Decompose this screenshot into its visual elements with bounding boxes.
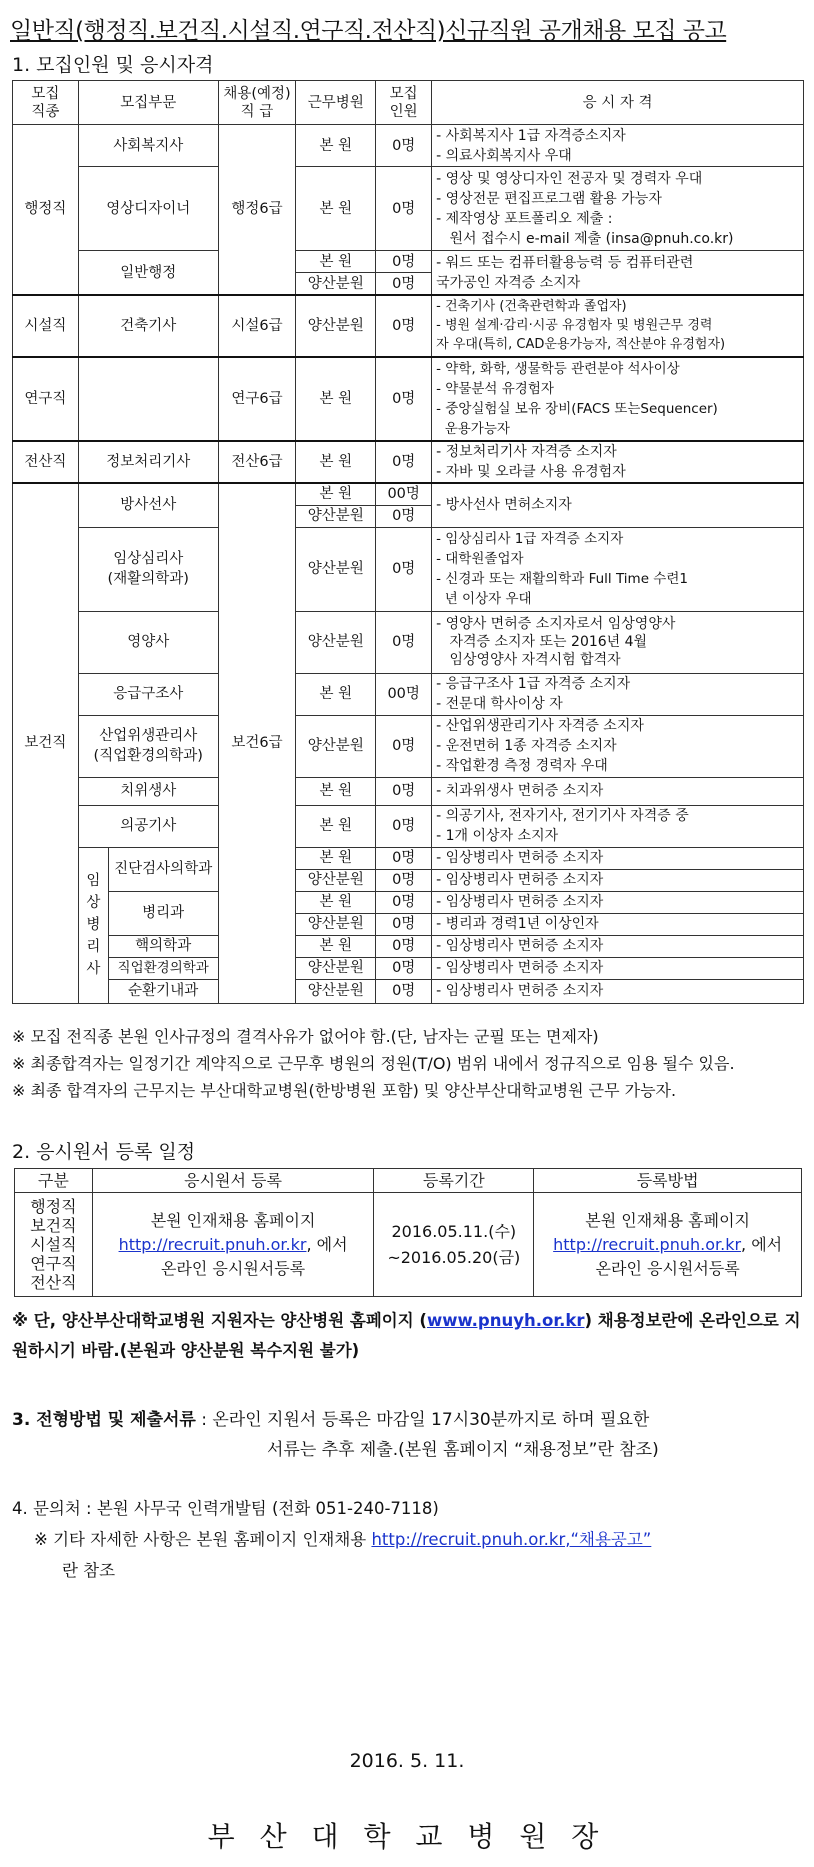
header-method: 등록방법 (534, 1169, 802, 1193)
job-type-cell: 행정직 (13, 125, 79, 295)
hospital-cell: 본 원 (296, 777, 376, 805)
grade-cell: 전산6급 (218, 441, 296, 483)
dept-cell: 영상디자이너 (78, 167, 218, 251)
category-cell: 행정직 보건직 시설직 연구직 전산직 (15, 1193, 93, 1297)
job-type-cell: 전산직 (13, 441, 79, 483)
hospital-cell: 본 원 (296, 251, 376, 273)
header-qualification: 응 시 자 격 (432, 81, 804, 125)
header-hospital: 근무병원 (296, 81, 376, 125)
table-header (15, 1169, 802, 1193)
method-cell: 본원 인재채용 홈페이지 http://recruit.pnuh.or.kr, 에서 온라인 응시원서등록 (534, 1193, 802, 1297)
recruit-notice-link[interactable]: http://recruit.pnuh.or.kr,“채용공고” (371, 1530, 652, 1549)
job-type-cell: 보건직 (13, 483, 79, 1004)
qualification-cell: - 임상병리사 면허증 소지자 (432, 891, 804, 913)
table-row (13, 805, 804, 847)
count-cell: 0명 (376, 979, 432, 1003)
count-cell: 00명 (376, 483, 432, 506)
recruit-link[interactable]: http://recruit.pnuh.or.kr (553, 1234, 742, 1254)
hospital-cell: 본 원 (296, 483, 376, 506)
dept-cell: 병리과 (108, 891, 218, 935)
hospital-cell: 양산분원 (296, 295, 376, 357)
header-category: 구분 (15, 1169, 93, 1193)
header-dept: 모집부문 (78, 81, 218, 125)
count-cell: 0명 (376, 847, 432, 869)
hospital-cell: 양산분원 (296, 869, 376, 891)
registration-table (14, 1168, 802, 1297)
dept-cell: 응급구조사 (78, 673, 218, 715)
dept-cell: 직업환경의학과 (108, 957, 218, 979)
count-cell: 0명 (376, 805, 432, 847)
note-line: ※ 모집 전직종 본원 인사규정의 결격사유가 없어야 함.(단, 남자는 군필 또는 면제자) (12, 1027, 599, 1046)
yangsan-notice: ※ 단, 양산부산대학교병원 지원자는 양산병원 홈페이지 (www.pnuyh.or.kr) 채용정보란에 온라인으로 지원하시기 바람.(본원과 양산분원 복수지원 불가) (12, 1311, 801, 1360)
dept-cell: 산업위생관리사 (직업환경의학과) (78, 715, 218, 777)
recruit-link[interactable]: http://recruit.pnuh.or.kr (118, 1234, 307, 1254)
count-cell: 0명 (376, 505, 432, 527)
dept-cell: 영양사 (78, 611, 218, 673)
table-header (13, 81, 804, 125)
grade-cell: 시설6급 (218, 295, 296, 357)
count-cell: 00명 (376, 673, 432, 715)
count-cell: 0명 (376, 715, 432, 777)
count-cell: 0명 (376, 527, 432, 611)
dept-cell: 임상심리사 (재활의학과) (78, 527, 218, 611)
qualification-cell: - 영상 및 영상디자인 전공자 및 경력자 우대 - 영상전문 편집프로그램 활용 가능자 - 제작영상 포트폴리오 제출 : 원서 접수시 e-mail 제출 (insa@pnuh.co.kr) (432, 167, 804, 251)
hospital-cell: 본 원 (296, 167, 376, 251)
application-cell: 본원 인재채용 홈페이지 http://recruit.pnuh.or.kr, 에서 온라인 응시원서등록 (92, 1193, 374, 1297)
dept-cell: 핵의학과 (108, 935, 218, 957)
qualification-cell: - 사회복지사 1급 자격증소지자 - 의료사회복지사 우대 (432, 125, 804, 167)
qualification-cell: - 임상병리사 면허증 소지자 (432, 979, 804, 1003)
count-cell: 0명 (376, 441, 432, 483)
table-row (13, 167, 804, 251)
count-cell: 0명 (376, 295, 432, 357)
count-cell: 0명 (376, 913, 432, 935)
table-row (13, 527, 804, 611)
contact-line: 4. 문의처 : 본원 사무국 인력개발팀 (전화 051-240-7118) (12, 1499, 439, 1518)
section-3: 3. 전형방법 및 제출서류 : 온라인 지원서 등록은 마감일 17시30분까지로 하며 필요한 서류는 추후 제출.(본원 홈페이지 “채용정보”란 참조) (12, 1410, 659, 1460)
table-row (13, 611, 804, 673)
section-3-heading: 3. 전형방법 및 제출서류 (12, 1410, 196, 1430)
header-grade: 채용(예정) 직 급 (218, 81, 296, 125)
hospital-cell: 본 원 (296, 891, 376, 913)
dept-cell: 일반행정 (78, 251, 218, 295)
table-row (13, 357, 804, 441)
qualification-cell: - 약학, 화학, 생물학등 관련분야 석사이상 - 약물분석 유경험자 - 중앙실험실 보유 장비(FACS 또는Sequencer) 운용가능자 (432, 357, 804, 441)
hospital-cell: 본 원 (296, 935, 376, 957)
hospital-cell: 본 원 (296, 673, 376, 715)
hospital-cell: 본 원 (296, 441, 376, 483)
table-row (13, 891, 804, 913)
grade-cell: 연구6급 (218, 357, 296, 441)
note-line: ※ 최종합격자는 일정기간 계약직으로 근무후 병원의 정원(T/O) 범위 내에서 정규직으로 임용 될수 있음. (12, 1054, 735, 1073)
hospital-cell: 양산분원 (296, 979, 376, 1003)
qualification-cell: - 산업위생관리기사 자격증 소지자 - 운전면허 1종 자격증 소지자 - 작업환경 측정 경력자 우대 (432, 715, 804, 777)
table-row (13, 483, 804, 506)
qualification-cell: - 워드 또는 컴퓨터활용능력 등 컴퓨터관련 국가공인 자격증 소지자 (432, 251, 804, 295)
dept-cell: 순환기내과 (108, 979, 218, 1003)
hospital-cell: 양산분원 (296, 527, 376, 611)
table-row (13, 935, 804, 957)
dept-cell: 사회복지사 (78, 125, 218, 167)
table-row (13, 673, 804, 715)
hospital-cell: 본 원 (296, 805, 376, 847)
table-row (13, 441, 804, 483)
hospital-cell: 본 원 (296, 847, 376, 869)
table-row (13, 979, 804, 1003)
header-job-type: 모집 직종 (13, 81, 79, 125)
grade-cell: 보건6급 (218, 483, 296, 1004)
qualification-cell: - 의공기사, 전자기사, 전기기사 자격증 중 - 1개 이상자 소지자 (432, 805, 804, 847)
qualification-cell: - 치과위생사 면허증 소지자 (432, 777, 804, 805)
date: 2016. 5. 11. (349, 1750, 465, 1772)
positions-table (12, 80, 804, 1004)
hospital-cell: 양산분원 (296, 715, 376, 777)
header-count: 모집 인원 (376, 81, 432, 125)
hospital-cell: 양산분원 (296, 957, 376, 979)
qualification-cell: - 임상병리사 면허증 소지자 (432, 957, 804, 979)
section-4: 4. 문의처 : 본원 사무국 인력개발팀 (전화 051-240-7118) ※ 기타 자세한 사항은 본원 홈페이지 인재채용 http://recruit.pnuh.or.kr,“채용공고” 란 참조 (12, 1493, 802, 1586)
dept-cell: 의공기사 (78, 805, 218, 847)
qualification-cell: - 응급구조사 1급 자격증 소지자 - 전문대 학사이상 자 (432, 673, 804, 715)
qualification-cell: - 병리과 경력1년 이상인자 (432, 913, 804, 935)
note-line: ※ 최종 합격자의 근무지는 부산대학교병원(한방병원 포함) 및 양산부산대학교병원 근무 가능자. (12, 1081, 677, 1100)
signature: 부 산 대 학 교 병 원 장 (207, 1820, 607, 1853)
table-row (15, 1193, 802, 1297)
section-1-heading: 1. 모집인원 및 응시자격 (12, 54, 214, 76)
count-cell: 0명 (376, 251, 432, 273)
count-cell: 0명 (376, 777, 432, 805)
count-cell: 0명 (376, 167, 432, 251)
qualification-cell: - 임상병리사 면허증 소지자 (432, 847, 804, 869)
table-row (13, 847, 804, 869)
page-title: 일반직(행정직.보건직.시설직.연구직.전산직)신규직원 공개채용 모집 공고 (10, 18, 727, 44)
count-cell: 0명 (376, 891, 432, 913)
table-row (13, 125, 804, 167)
qualification-cell: - 임상병리사 면허증 소지자 (432, 935, 804, 957)
qualification-cell: - 정보처리기사 자격증 소지자 - 자바 및 오라클 사용 유경험자 (432, 441, 804, 483)
count-cell: 0명 (376, 611, 432, 673)
count-cell: 0명 (376, 357, 432, 441)
qualification-cell: - 영양사 면허증 소지자로서 임상영양사 자격증 소지자 또는 2016년 4월 임상영양사 자격시험 합격자 (432, 611, 804, 673)
qualification-cell: - 건축기사 (건축관련학과 졸업자) - 병원 설계·감리·시공 유경험자 및 병원근무 경력 자 우대(특히, CAD운용가능자, 적산분야 유경험자) (432, 295, 804, 357)
dept-cell (78, 357, 218, 441)
section-2-heading: 2. 응시원서 등록 일정 (12, 1141, 196, 1163)
dept-cell: 정보처리기사 (78, 441, 218, 483)
dept-cell: 방사선사 (78, 483, 218, 528)
hospital-cell: 양산분원 (296, 505, 376, 527)
job-type-cell: 연구직 (13, 357, 79, 441)
hospital-cell: 본 원 (296, 125, 376, 167)
qualification-cell: - 임상병리사 면허증 소지자 (432, 869, 804, 891)
header-period: 등록기간 (374, 1169, 534, 1193)
table-row (13, 715, 804, 777)
count-cell: 0명 (376, 869, 432, 891)
table-row (13, 295, 804, 357)
header-application: 응시원서 등록 (92, 1169, 374, 1193)
table-row (13, 957, 804, 979)
job-type-cell: 시설직 (13, 295, 79, 357)
clinical-pathologist-label: 임 상 병 리 사 (78, 847, 108, 1003)
qualification-cell: - 방사선사 면허소지자 (432, 483, 804, 528)
table-row (13, 777, 804, 805)
period-cell: 2016.05.11.(수) ~2016.05.20(금) (374, 1193, 534, 1297)
count-cell: 0명 (376, 957, 432, 979)
qualification-cell: - 임상심리사 1급 자격증 소지자 - 대학원졸업자 - 신경과 또는 재활의학과 Full Time 수련1 년 이상자 우대 (432, 527, 804, 611)
hospital-cell: 양산분원 (296, 611, 376, 673)
grade-cell: 행정6급 (218, 125, 296, 295)
notes-block (12, 1023, 802, 1104)
dept-cell: 건축기사 (78, 295, 218, 357)
dept-cell: 치위생사 (78, 777, 218, 805)
count-cell: 0명 (376, 273, 432, 295)
table-row (13, 251, 804, 273)
hospital-cell: 양산분원 (296, 273, 376, 295)
hospital-cell: 본 원 (296, 357, 376, 441)
hospital-cell: 양산분원 (296, 913, 376, 935)
pnuyh-link[interactable]: www.pnuyh.or.kr (426, 1311, 585, 1330)
count-cell: 0명 (376, 125, 432, 167)
dept-cell: 진단검사의학과 (108, 847, 218, 891)
count-cell: 0명 (376, 935, 432, 957)
